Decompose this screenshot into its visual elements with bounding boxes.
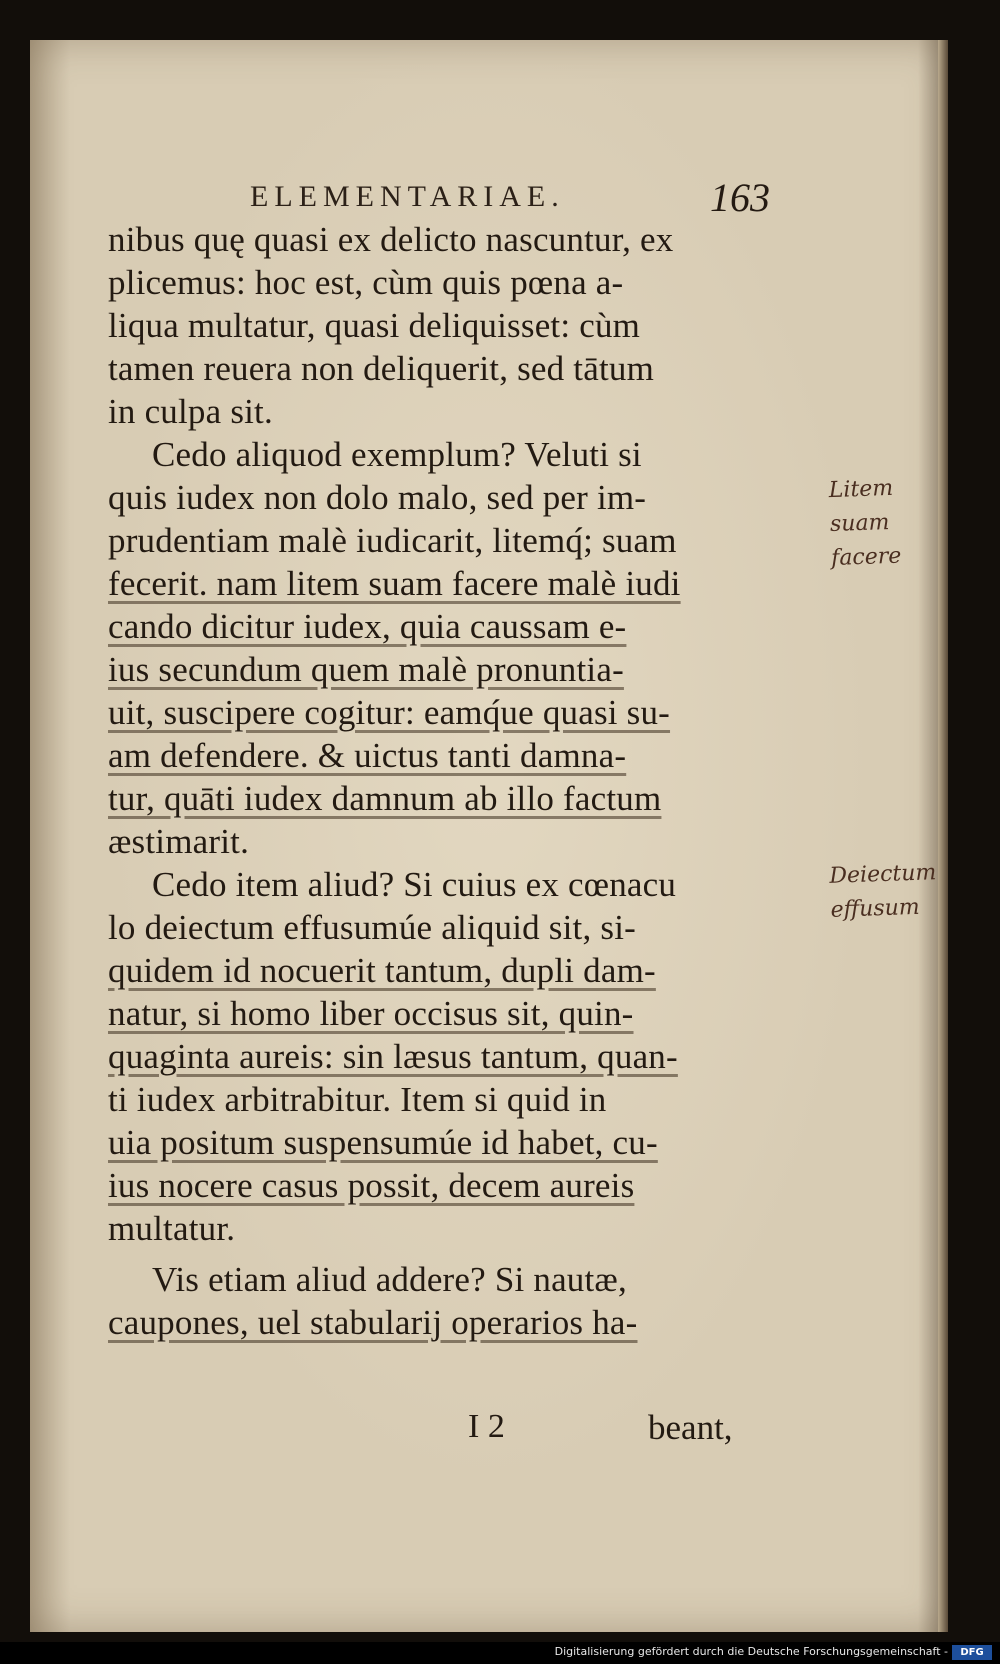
text-line: cando dicitur iudex, quia caussam e- — [108, 607, 627, 646]
text-line: liqua multatur, quasi deliquisset: cùm — [108, 306, 641, 345]
text-line: multatur. — [108, 1209, 236, 1248]
page-header — [30, 175, 948, 220]
text-line: nibus quę quasi ex delicto nascuntur, ex — [108, 220, 674, 259]
funding-credit: Digitalisierung gefördert durch die Deutsche Forschungsgemeinschaft - — [554, 1645, 948, 1658]
dfg-logo: DFG — [952, 1645, 992, 1660]
text-line: uia positum suspensumúe id habet, cu- — [108, 1123, 658, 1162]
text-line: fecerit. nam litem suam facere malè iudi — [108, 564, 681, 603]
text-line: am defendere. & uictus tanti damna- — [108, 736, 627, 775]
text-line: Cedo aliquod exemplum? Veluti si — [152, 435, 642, 474]
text-line: Vis etiam aliud addere? Si nautæ, — [152, 1260, 627, 1299]
text-line: ius secundum quem malè pronuntia- — [108, 650, 624, 689]
text-line: ti iudex arbitrabitur. Item si quid in — [108, 1080, 607, 1119]
page-number: 163 — [710, 175, 770, 220]
marginal-note — [828, 470, 949, 576]
page-edge — [938, 40, 948, 1632]
signature-mark: I 2 — [468, 1408, 505, 1445]
text-line: uit, suscipere cogitur: eamq́ue quasi su- — [108, 693, 671, 732]
text-line: quis iudex non dolo malo, sed per im- — [108, 478, 647, 517]
text-line: natur, si homo liber occisus sit, quin- — [108, 994, 634, 1033]
text-line: plicemus: hoc est, cùm quis pœna a- — [108, 263, 624, 302]
marginal-note-line: facere — [830, 543, 902, 572]
marginal-note-line: Litem suam — [828, 475, 894, 538]
footer-bar — [0, 1642, 1000, 1664]
text-line: in culpa sit. — [108, 392, 273, 431]
paragraph-gap — [108, 1250, 808, 1258]
marginal-note — [829, 856, 938, 928]
text-line: caupones, uel stabularij operarios ha- — [108, 1303, 638, 1342]
text-line: ius nocere casus possit, decem aureis — [108, 1166, 635, 1205]
marginal-note-line: effusum — [830, 894, 921, 923]
text-line: Cedo item aliud? Si cuius ex cœnacu — [152, 865, 677, 904]
text-line: quaginta aureis: sin læsus tantum, quan- — [108, 1037, 678, 1076]
text-line: quidem id nocuerit tantum, dupli dam- — [108, 951, 656, 990]
running-head: ELEMENTARIAE. — [250, 180, 565, 213]
marginal-note-line: Deiectum — [828, 860, 937, 889]
body-text — [108, 218, 808, 1344]
text-line: lo deiectum effusumúe aliquid sit, si- — [108, 908, 636, 947]
text-line: æstimarit. — [108, 822, 250, 861]
book-page — [30, 40, 948, 1632]
page-footer-signature — [108, 1408, 808, 1458]
catchword: beant, — [648, 1408, 733, 1447]
text-line: tamen reuera non deliquerit, sed tātum — [108, 349, 655, 388]
text-line: prudentiam malè iudicarit, litemq́; suam — [108, 521, 677, 560]
text-line: tur, quāti iudex damnum ab illo factum — [108, 779, 662, 818]
